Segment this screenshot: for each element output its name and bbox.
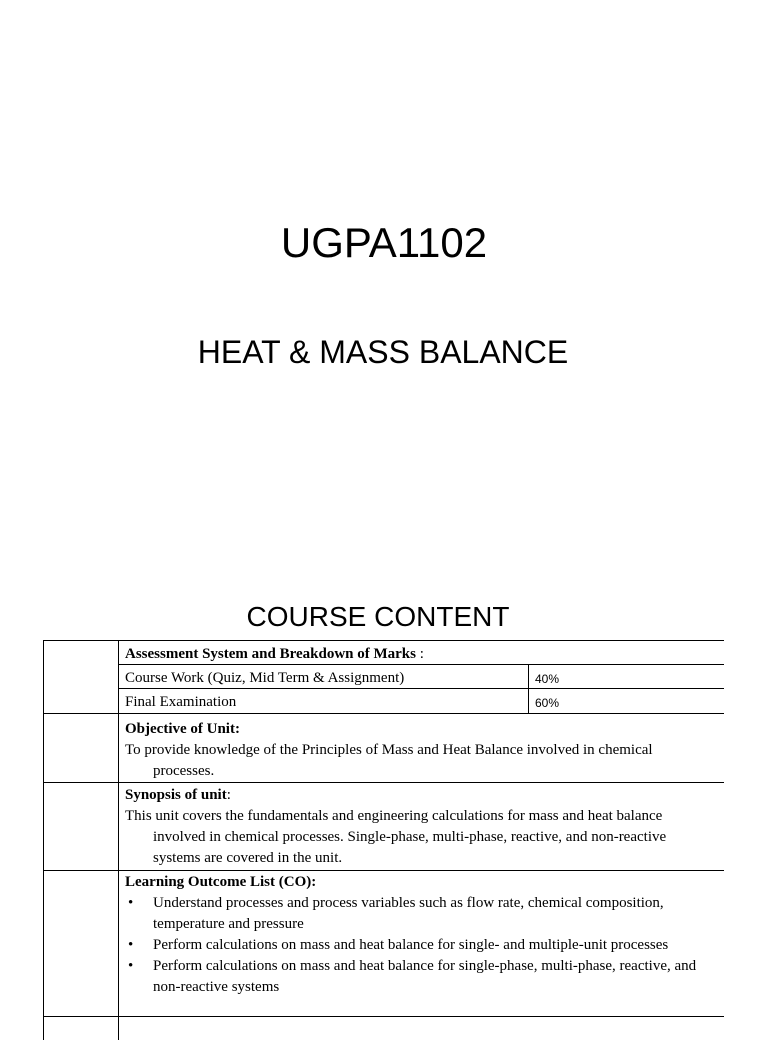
list-item-text: Perform calculations on mass and heat balance for single-phase, multi-phase, reactive, and non-reactive systems: [153, 958, 697, 995]
assessment-row-value: 60%: [535, 696, 560, 710]
section-divider: [43, 870, 724, 871]
objective-heading: Objective of Unit:: [125, 721, 240, 737]
bullet-icon: •: [128, 895, 134, 911]
bullet-icon: •: [128, 937, 134, 953]
synopsis-heading-row: [125, 785, 715, 806]
learning-outcomes-section: [125, 872, 715, 998]
table-column-divider: [118, 640, 119, 1040]
learning-outcomes-heading: Learning Outcome List (CO):: [125, 874, 317, 890]
course-content-table: [43, 640, 724, 1040]
objective-text: To provide knowledge of the Principles of Mass and Heat Balance involved in chemical processes.: [125, 742, 653, 779]
synopsis-section: [125, 785, 715, 869]
objective-section: [125, 719, 715, 782]
list-item: [125, 935, 715, 956]
document-title: HEAT & MASS BALANCE: [197, 334, 569, 370]
synopsis-heading: Synopsis of unit: [125, 787, 227, 803]
list-item-text: Perform calculations on mass and heat balance for single- and multiple-unit processes: [153, 937, 669, 953]
list-item-text: Understand processes and process variables such as flow rate, chemical composition, temperature and pressure: [153, 895, 664, 932]
assessment-heading: Assessment System and Breakdown of Marks: [125, 646, 416, 662]
section-divider: [43, 1016, 724, 1017]
learning-outcomes-list: [125, 893, 715, 998]
assessment-row-label: Final Examination: [125, 694, 237, 710]
section-heading: COURSE CONTENT: [246, 601, 510, 632]
bullet-icon: •: [128, 958, 134, 974]
value-column-divider: [528, 664, 529, 713]
section-divider: [43, 782, 724, 783]
synopsis-text: This unit covers the fundamentals and engineering calculations for mass and heat balance involved in chemical processes. Single-phase, multi-phase, reactive, and non-reactive systems are covered in the unit.: [125, 808, 667, 866]
table-border-top: [43, 640, 724, 641]
row-divider: [43, 713, 724, 714]
synopsis-heading-suffix: :: [226, 787, 231, 803]
list-item: [125, 893, 715, 935]
assessment-row-value: 40%: [535, 672, 560, 686]
table-border-left: [43, 640, 44, 1040]
assessment-heading-suffix: :: [416, 646, 424, 662]
assessment-row-label: Course Work (Quiz, Mid Term & Assignment): [125, 670, 405, 686]
assessment-heading-row: [125, 644, 424, 665]
list-item: [125, 956, 715, 998]
document-code: UGPA1102: [280, 219, 488, 266]
